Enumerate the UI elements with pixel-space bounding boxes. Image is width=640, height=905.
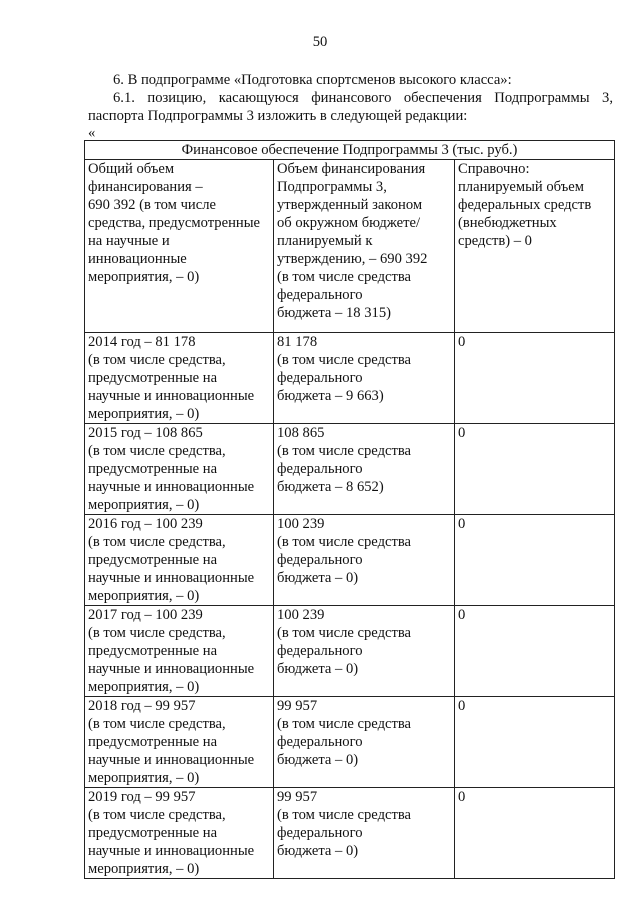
cell-year-total: 2015 год – 108 865 (в том числе средства, предусмотренные на научные и инновационные мероприятия, – 0): [85, 424, 274, 515]
header-subprogram-financing: Объем финансирования Подпрограммы 3, утвержденный законом об окружном бюджете/ планируемый к утверждению, – 690 392 (в том числе средства федерального бюджета – 18 315): [274, 160, 455, 333]
table-row: [85, 333, 615, 424]
instruction-line-1: 6.1. позицию, касающуюся финансового обеспечения Подпрограммы 3,: [113, 90, 613, 106]
page-number: 50: [312, 34, 328, 50]
table-caption-row: [85, 141, 615, 160]
header-reference-federal: Справочно: планируемый объем федеральных средств (внебюджетных средств) – 0: [455, 160, 615, 333]
cell-year-reference: 0: [455, 515, 615, 606]
cell-year-total: 2017 год – 100 239 (в том числе средства, предусмотренные на научные и инновационные мероприятия, – 0): [85, 606, 274, 697]
cell-year-reference: 0: [455, 697, 615, 788]
section-heading: 6. В подпрограмме «Подготовка спортсменов высокого класса»:: [113, 72, 512, 88]
table-header-row: [85, 160, 615, 333]
table-row: [85, 788, 615, 879]
table-row: [85, 515, 615, 606]
cell-year-total: 2019 год – 99 957 (в том числе средства, предусмотренные на научные и инновационные мероприятия, – 0): [85, 788, 274, 879]
table-caption: Финансовое обеспечение Подпрограммы 3 (тыс. руб.): [85, 141, 615, 160]
cell-year-subprogram: 81 178 (в том числе средства федерального бюджета – 9 663): [274, 333, 455, 424]
cell-year-subprogram: 100 239 (в том числе средства федерального бюджета – 0): [274, 606, 455, 697]
cell-year-total: 2018 год – 99 957 (в том числе средства, предусмотренные на научные и инновационные мероприятия, – 0): [85, 697, 274, 788]
cell-year-reference: 0: [455, 788, 615, 879]
cell-year-reference: 0: [455, 333, 615, 424]
header-total-financing: Общий объем финансирования – 690 392 (в том числе средства, предусмотренные на научные и инновационные мероприятия, – 0): [85, 160, 274, 333]
table-row: [85, 697, 615, 788]
cell-year-subprogram: 99 957 (в том числе средства федерального бюджета – 0): [274, 697, 455, 788]
cell-year-subprogram: 99 957 (в том числе средства федерального бюджета – 0): [274, 788, 455, 879]
cell-year-subprogram: 100 239 (в том числе средства федерального бюджета – 0): [274, 515, 455, 606]
table-row: [85, 424, 615, 515]
table-row: [85, 606, 615, 697]
financing-table: [84, 140, 615, 879]
instruction-line-2: паспорта Подпрограммы 3 изложить в следующей редакции:: [88, 108, 468, 124]
cell-year-total: 2014 год – 81 178 (в том числе средства, предусмотренные на научные и инновационные мероприятия, – 0): [85, 333, 274, 424]
cell-year-subprogram: 108 865 (в том числе средства федерального бюджета – 8 652): [274, 424, 455, 515]
opening-quote: «: [88, 125, 96, 141]
cell-year-reference: 0: [455, 606, 615, 697]
cell-year-total: 2016 год – 100 239 (в том числе средства, предусмотренные на научные и инновационные мероприятия, – 0): [85, 515, 274, 606]
cell-year-reference: 0: [455, 424, 615, 515]
